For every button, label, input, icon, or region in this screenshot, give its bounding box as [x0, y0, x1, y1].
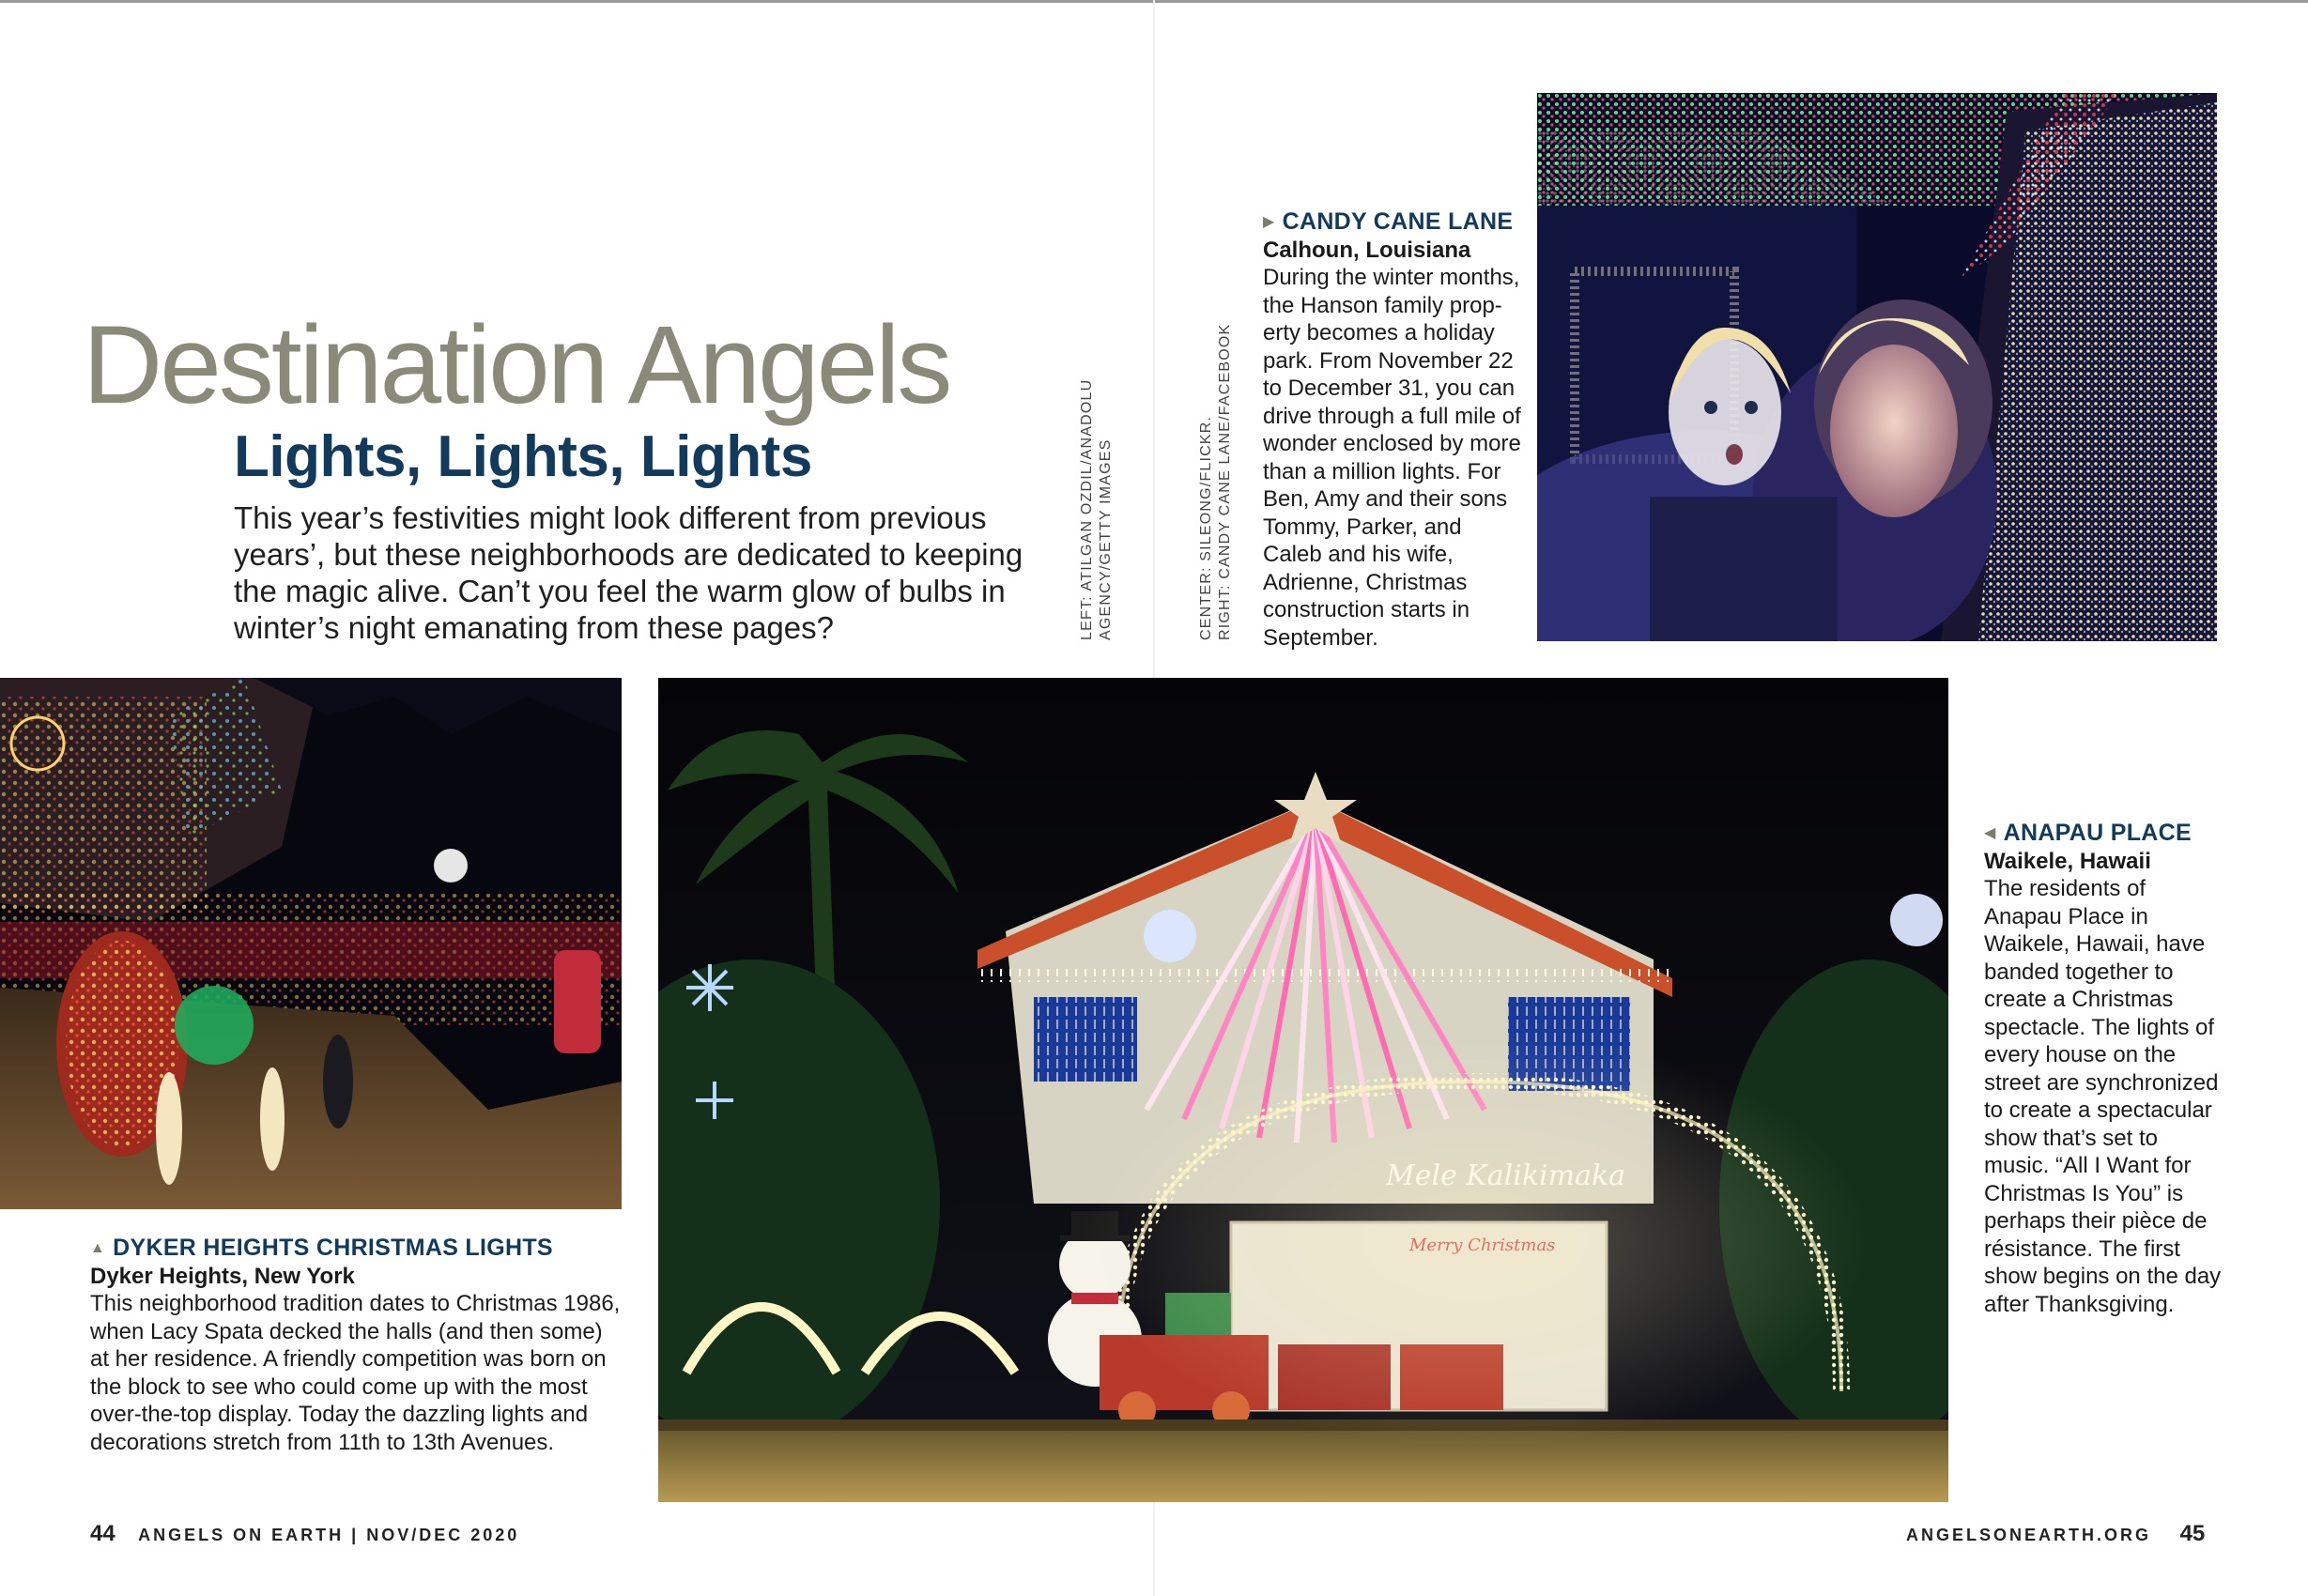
caption-body: During the winter months, the Hanson family prop-erty becomes a holiday park. From November 22 to December 31, you can drive through a full mile of wonder enclosed by more than a million lights. For Ben, Amy and their sons Tommy, Parker, and Caleb and his wife, Adrienne, Christmas construction starts in September. — [1263, 265, 1521, 651]
caption-candy-cane-lane — [1263, 208, 1526, 652]
caption-anapau-place — [1984, 820, 2228, 1318]
caption-title-text: CANDY CANE LANE — [1282, 208, 1514, 235]
page-number-right: 45 — [2179, 1521, 2206, 1546]
credit-line: LEFT: ATILGAN OZDIL/ANADOLU — [1079, 378, 1095, 640]
caption-title-text: ANAPAU PLACE — [2003, 820, 2192, 846]
triangle-right-icon: ▶ — [1263, 214, 1275, 230]
caption-location: Dyker Heights, New York — [90, 1263, 355, 1289]
article-dek: This year’s festivities might look different from previous years’, but these neighborhoods are dedicated to keeping the magic alive. Can’t you feel the warm glow of bulbs in winter’s night emanating from these pages? — [234, 500, 1023, 645]
photo-dyker-heights — [0, 678, 622, 1209]
triangle-up-icon: ▲ — [90, 1240, 106, 1256]
caption-location: Calhoun, Louisiana — [1263, 237, 1471, 263]
caption-body: The residents of Anapau Place in Waikele, Hawaii, have banded together to create a Christmas spectacle. The lights of every house on the street are synchronized to create a spectacular show that’s set to music. “All I Want for Christmas Is You” is perhaps their pièce de résistance. The first show begins on the day after Thanksgiving. — [1984, 876, 2222, 1317]
folio-left — [90, 1521, 519, 1547]
mele-kalikimaka-sign: Mele Kalikimaka — [1386, 1159, 1626, 1192]
anapau-place-image — [658, 678, 1948, 1502]
caption-location: Waikele, Hawaii — [1984, 848, 2151, 874]
magazine-url: ANGELSONEARTH.ORG — [1906, 1526, 2152, 1544]
candy-cane-lane-image — [1537, 93, 2217, 641]
caption-title — [1984, 820, 2228, 848]
photo-credit-center-right — [1197, 324, 1235, 640]
caption-dyker-heights — [90, 1235, 625, 1456]
caption-title — [90, 1235, 625, 1263]
caption-title-text: DYKER HEIGHTS CHRISTMAS LIGHTS — [113, 1235, 553, 1261]
photo-candy-cane-lane — [1537, 93, 2217, 641]
page-number-left: 44 — [90, 1521, 115, 1546]
caption-title — [1263, 208, 1526, 237]
dyker-heights-image — [0, 678, 622, 1209]
credit-line: CENTER: SILEONG/FLICKR. — [1198, 415, 1214, 640]
caption-body: This neighborhood tradition dates to Christmas 1986, when Lacy Spata decked the halls (and then some) at her residence. A friendly competition was born on the block to see who could come up with the most over-the-top display. Today the dazzling lights and decorations stretch from 11th to 13th Avenues. — [90, 1291, 621, 1455]
photo-credit-left — [1078, 379, 1116, 640]
magazine-issue: ANGELS ON EARTH | NOV/DEC 2020 — [138, 1526, 520, 1544]
credit-line: AGENCY/GETTY IMAGES — [1098, 438, 1114, 640]
folio-right — [1906, 1521, 2205, 1547]
credit-line: RIGHT: CANDY CANE LANE/FACEBOOK — [1217, 323, 1233, 640]
department-title: Destination Angels — [83, 303, 950, 427]
merry-christmas-sign: Merry Christmas — [1409, 1235, 1556, 1255]
photo-anapau-place — [658, 678, 1948, 1502]
triangle-left-icon: ◀ — [1984, 825, 1996, 841]
article-headline: Lights, Lights, Lights — [234, 424, 812, 489]
